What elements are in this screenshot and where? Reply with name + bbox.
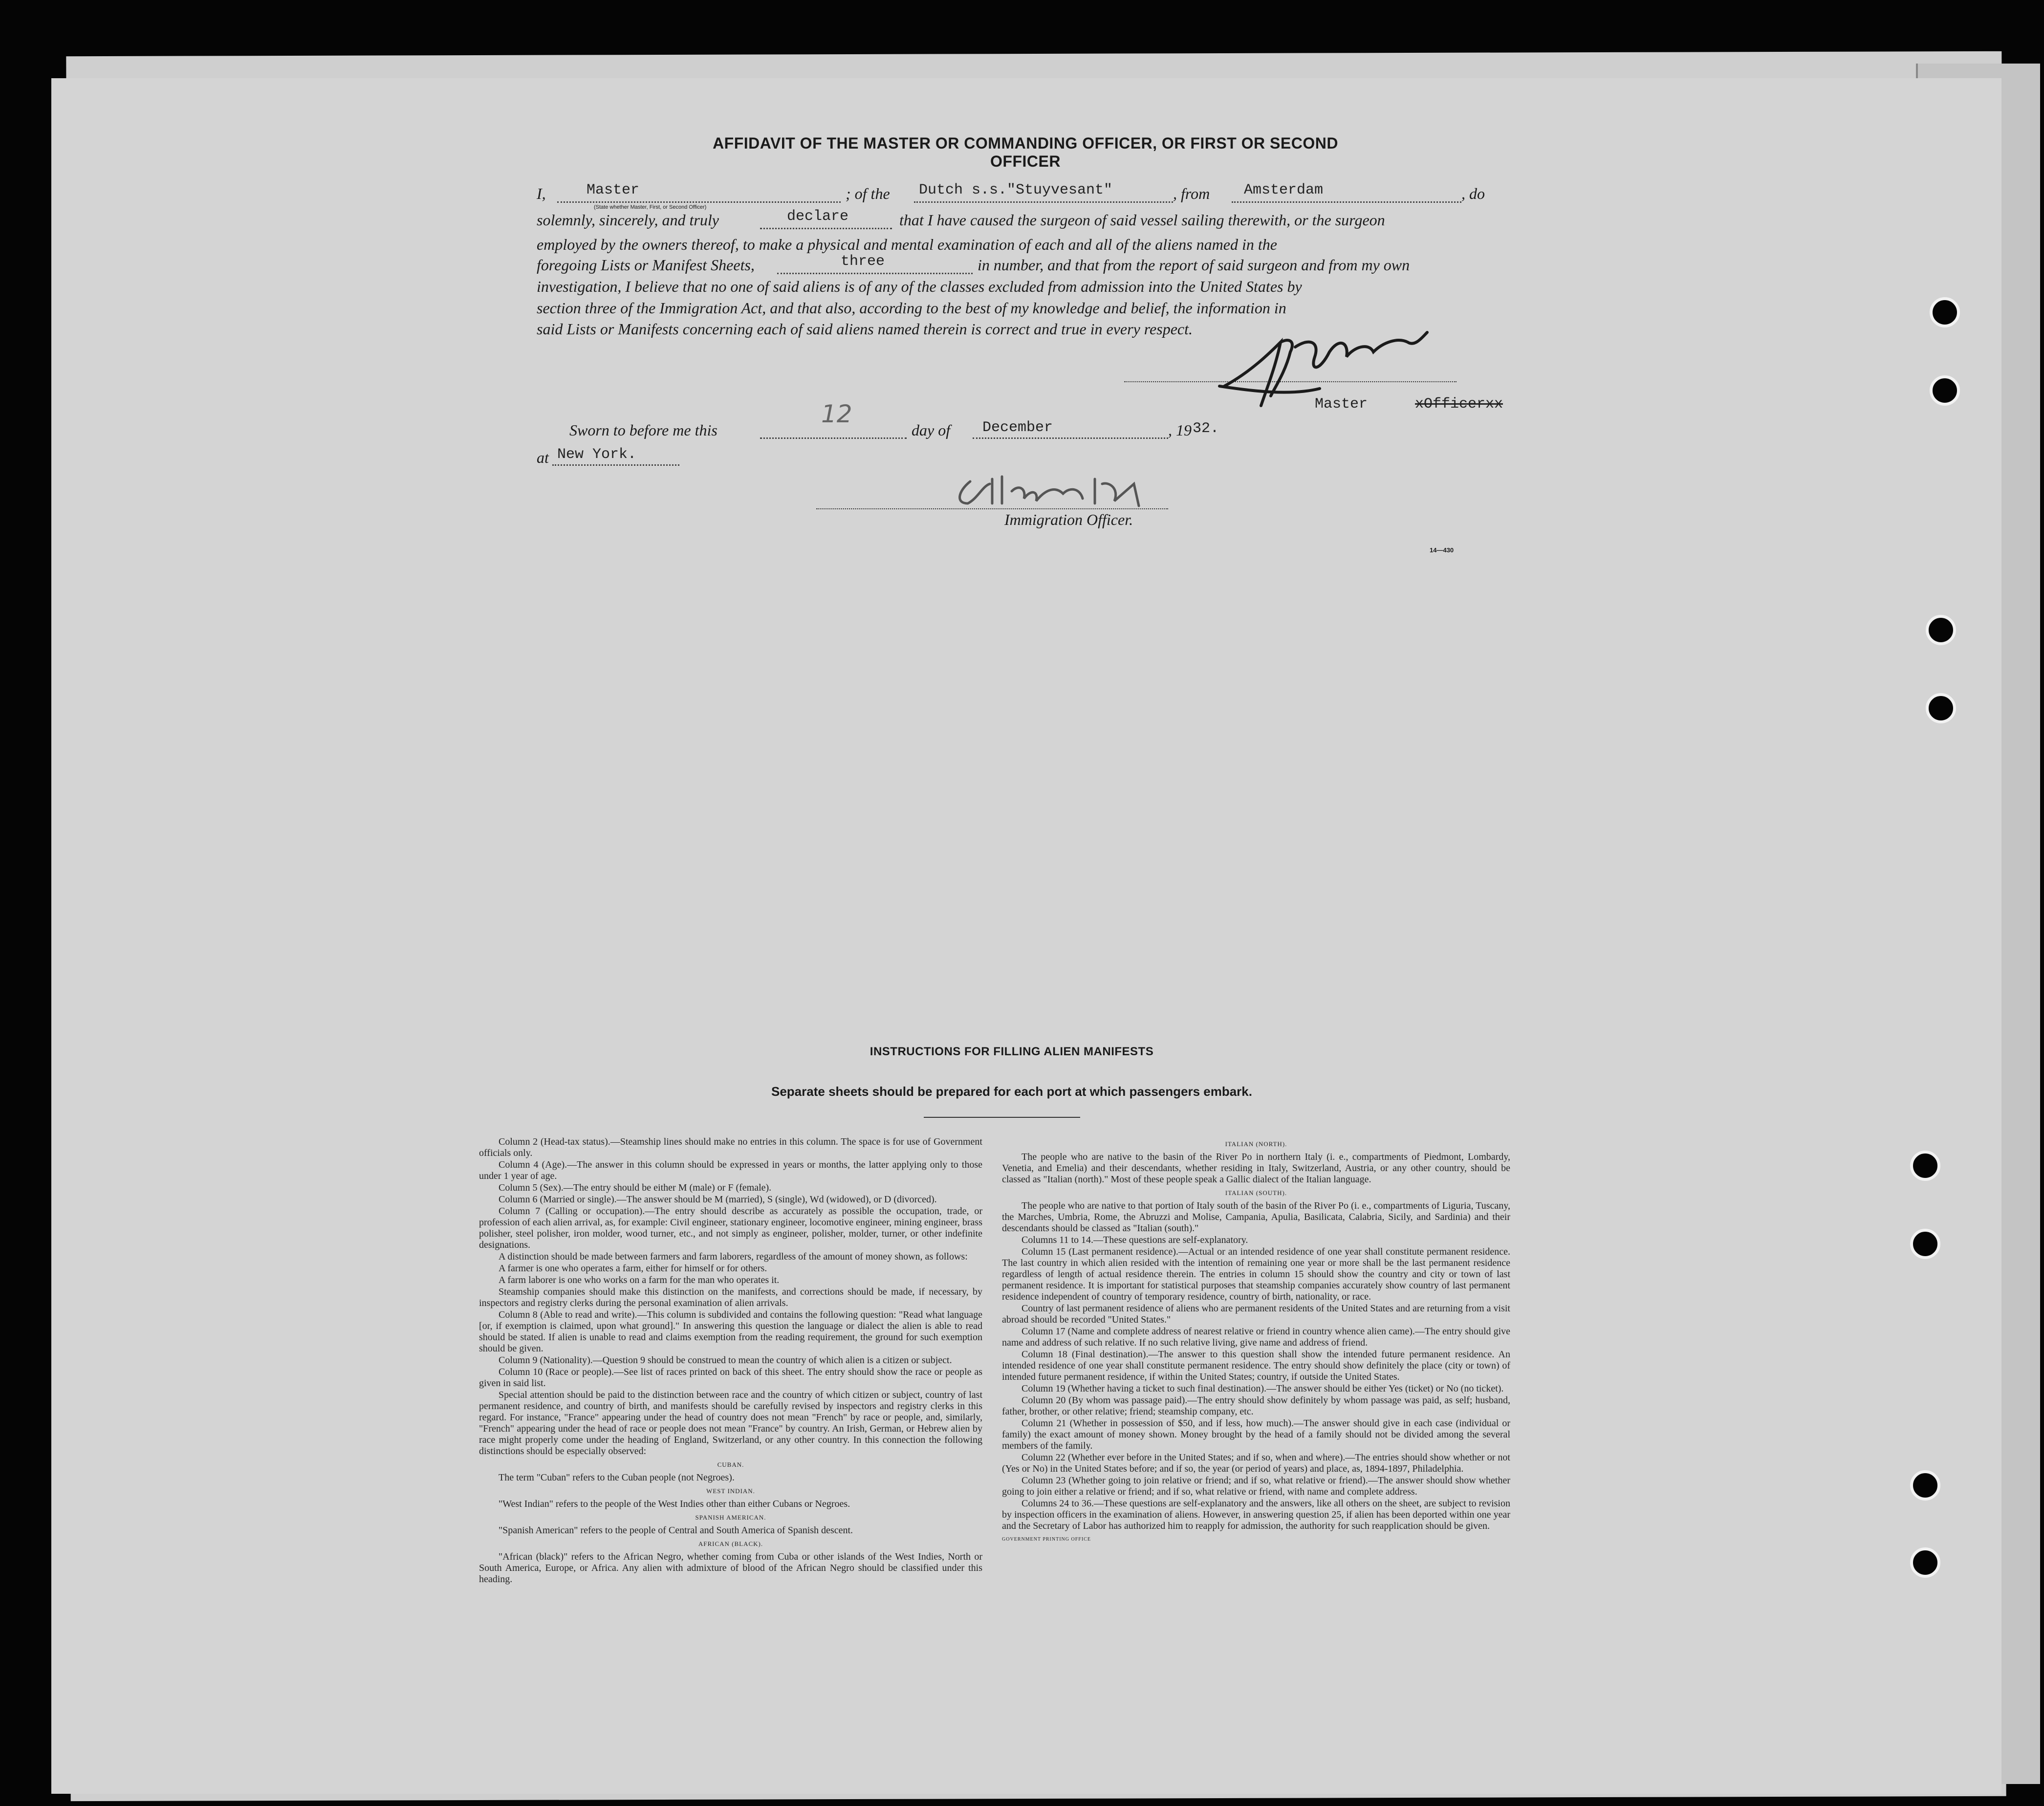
- right-paragraph: Column 17 (Name and complete address of nearest relative or friend in country whence alien came).—The entry should give name and address of such relative. If no such relative living, give name and address of friend.: [1002, 1326, 1510, 1348]
- affidavit-line-4a: foregoing Lists or Manifest Sheets,: [537, 256, 755, 274]
- form-number: 14—430: [1430, 546, 1454, 554]
- african-heading: AFRICAN (BLACK).: [698, 1540, 763, 1547]
- left-paragraph: Column 5 (Sex).—The entry should be either M (male) or F (female).: [499, 1182, 772, 1193]
- right-paragraph: Column 22 (Whether ever before in the United States; and if so, when and where).—The entries should show whether or not (Yes or No) in the United States before; and if so, the year (or period of years) and place, as, 1894-1897, Philadelphia.: [1002, 1452, 1510, 1474]
- left-paragraph: Column 6 (Married or single).—The answer should be M (married), S (single), Wd (widowed), or D (divorced).: [499, 1194, 937, 1205]
- cuban-heading: CUBAN.: [717, 1461, 744, 1468]
- year-prefix: , 19: [1168, 421, 1192, 439]
- printer-imprint: GOVERNMENT PRINTING OFFICE: [1002, 1537, 1091, 1542]
- left-paragraph: A farmer is one who operates a farm, either for himself or for others.: [499, 1263, 767, 1274]
- vessel-value: Dutch s.s."Stuyvesant": [919, 182, 1113, 198]
- instructions-title: INSTRUCTIONS FOR FILLING ALIEN MANIFESTS: [870, 1045, 1154, 1058]
- i-label: I,: [537, 185, 546, 202]
- right-paragraph: Country of last permanent residence of aliens who are permanent residents of the United States and are returning from a visit abroad should be recorded "United States.": [1002, 1303, 1510, 1325]
- italian-north-text: The people who are native to the basin of the River Po in northern Italy (i. e., compartments of Piedmont, Lombardy, Venetia, and Emelia) and their descendants, whether residing in Italy, Switzerland, Austria, or any other country, should be classed as "Italian (north)." Most of these people speak a Gallic dialect of the Italian language.: [1002, 1152, 1510, 1185]
- declare-value: declare: [787, 208, 849, 225]
- count-value: three: [841, 253, 885, 270]
- left-paragraph: A farm laborer is one who works on a farm for the man who operates it.: [499, 1275, 780, 1285]
- left-paragraph: Steamship companies should make this distinction on the manifests, and corrections should be made, if necessary, by inspectors and registry clerks during the personal examination of alien arrivals.: [479, 1286, 982, 1308]
- divider: [924, 1117, 1080, 1118]
- italian-north-heading: ITALIAN (NORTH).: [1225, 1140, 1287, 1148]
- affidavit-line-4b: in number, and that from the report of said surgeon and from my own: [978, 256, 1410, 274]
- west-indian-heading: WEST INDIAN.: [706, 1487, 755, 1495]
- rank-hint: (State whether Master, First, or Second Officer): [594, 204, 707, 210]
- instructions-left-column: [479, 1136, 982, 1586]
- left-paragraph: Column 8 (Able to read and write).—This column is subdivided and contains the following question: "Read what language [or, if exemption is claimed, upon what ground]." In answering this question the language or dialect the alien is able to read should be stated. If alien is unable to read and claims exemption from the reading requirement, the ground for such exemption should be given.: [479, 1309, 982, 1354]
- affidavit-line-2a: solemnly, sincerely, and truly: [537, 211, 719, 229]
- right-paragraph: Column 20 (By whom was passage paid).—The entry should show definitely by whom passage was paid, as self; husband, father, brother, or other relative; friend; steamship company, etc.: [1002, 1395, 1510, 1417]
- left-paragraph: Special attention should be paid to the distinction between race and the country of which citizen or subject, country of last permanent residence, and country of birth, and manifests should be carefully revised by inspectors and registry clerks in this regard. For instance, "France" appearing under the head of country does not mean "French" by race or people, and, similarly, "French" appearing under the head of race or people does not mean "France" by country. An Irish, German, or Hebrew alien by race might properly come under the heading of England, Switzerland, or any other country. In this connection the following distinctions should be especially observed:: [479, 1390, 982, 1457]
- affidavit-line-3: employed by the owners thereof, to make a physical and mental examination of each and all of the aliens named in the: [537, 236, 1277, 253]
- of-the-label: ; of the: [846, 185, 890, 202]
- left-paragraph: Column 2 (Head-tax status).—Steamship lines should make no entries in this column. The space is for use of Government officials only.: [479, 1136, 982, 1158]
- right-paragraph: Columns 24 to 36.—These questions are self-explanatory and the answers, like all others on the sheet, are subject to revision by inspection officers in the examination of aliens. However, in answering question 25, if alien has been deported within one year and the Secretary of Labor has authorized him to reapply for admission, the authority for such reapplication should be given.: [1002, 1498, 1510, 1531]
- day-of-label: day of: [912, 421, 951, 439]
- place-value: New York.: [557, 446, 637, 463]
- officer-signature-line: [816, 508, 1168, 509]
- from-label: , from: [1173, 185, 1210, 202]
- officer-caption: Immigration Officer.: [1004, 511, 1133, 528]
- right-paragraph: Column 19 (Whether having a ticket to such final destination).—The answer should be either Yes (ticket) or No (no ticket).: [1022, 1383, 1504, 1394]
- spanish-american-heading: SPANISH AMERICAN.: [695, 1514, 766, 1521]
- do-label: , do: [1461, 185, 1485, 202]
- right-paragraph: Column 23 (Whether going to join relative or friend; and if so, what relative or friend).—The answer should show whether going to join either a relative or friend; and if so, what relative or friend, with name and complete address.: [1002, 1475, 1510, 1497]
- rank-value: Master: [587, 182, 640, 198]
- port-value: Amsterdam: [1244, 182, 1324, 198]
- left-paragraph: Column 7 (Calling or occupation).—The entry should describe as accurately as possible the occupation, trade, or profession of each alien arrival, as, for example: Civil engineer, stationary engineer, locomotive engineer, mining engineer, brass polisher, steel polisher, iron molder, wood turner, etc., and not simply as engineer, polisher, molder, turner, or other indefinite designations.: [479, 1206, 982, 1250]
- instructions-subtitle: Separate sheets should be prepared for each port at which passengers embark.: [771, 1084, 1252, 1099]
- year-value: 32.: [1193, 420, 1219, 437]
- cuban-text: The term "Cuban" refers to the Cuban people (not Negroes).: [499, 1472, 735, 1483]
- sworn-label: Sworn to before me this: [569, 421, 718, 439]
- signer-title: Master: [1315, 396, 1368, 413]
- spanish-american-text: "Spanish American" refers to the people of Central and South America of Spanish descent.: [499, 1525, 853, 1536]
- day-value: 12: [821, 400, 852, 428]
- affidavit-title: AFFIDAVIT OF THE MASTER OR COMMANDING OFFICER, OR FIRST OR SECOND OFFICER: [713, 134, 1338, 170]
- left-paragraph: A distinction should be made between farmers and farm laborers, regardless of the amount of money shown, as follows:: [499, 1251, 968, 1262]
- right-paragraph: Columns 11 to 14.—These questions are self-explanatory.: [1022, 1235, 1248, 1245]
- affidavit-line-7: said Lists or Manifests concerning each of said aliens named therein is correct and true in every respect.: [537, 320, 1193, 338]
- italian-south-heading: ITALIAN (SOUTH).: [1225, 1189, 1287, 1197]
- at-label: at: [537, 449, 549, 466]
- signer-title-struck: xOfficerxx: [1415, 396, 1503, 413]
- affidavit-line-2b: that I have caused the surgeon of said vessel sailing therewith, or the surgeon: [899, 211, 1385, 229]
- left-paragraph: Column 9 (Nationality).—Question 9 should be construed to mean the country of which alien is a citizen or subject.: [499, 1355, 952, 1366]
- left-paragraph: Column 10 (Race or people).—See list of races printed on back of this sheet. The entry should show the race or people as given in said list.: [479, 1367, 982, 1389]
- right-paragraph: Column 15 (Last permanent residence).—Actual or an intended residence of one year shall constitute permanent residence. The last country in which alien resided with the intention of remaining one year or more shall be the last permanent residence regardless of length of actual residence therein. The entries in column 15 should show the country and city or town of last permanent residence. It is important for statistical purposes that steamship companies accurately show country of last permanent residence independent of country of temporary residence, country of birth, nationality, or race.: [1002, 1246, 1510, 1302]
- affidavit-line-6: section three of the Immigration Act, and that also, according to the best of my knowledge and belief, the information in: [537, 299, 1286, 317]
- african-text: "African (black)" refers to the African Negro, whether coming from Cuba or other islands of the West Indies, North or South America, Europe, or Africa. Any alien with admixture of blood of the African Negro should be classified under this heading.: [479, 1551, 982, 1585]
- month-value: December: [982, 419, 1053, 436]
- left-paragraph: Column 4 (Age).—The answer in this column should be expressed in years or months, the latter applying only to those under 1 year of age.: [479, 1159, 982, 1181]
- west-indian-text: "West Indian" refers to the people of the West Indies other than either Cubans or Negroes.: [499, 1499, 850, 1509]
- right-paragraph: Column 21 (Whether in possession of $50, and if less, how much).—The answer should give in each case (individual or family) the exact amount of money shown. Money brought by the head of a family should not be divided among the several members of the family.: [1002, 1418, 1510, 1451]
- affidavit-line-5: investigation, I believe that no one of said aliens is of any of the classes excluded from admission into the United States by: [537, 278, 1302, 295]
- instructions-right-column: [1002, 1136, 1510, 1547]
- right-paragraph: Column 18 (Final destination).—The answer to this question shall show the intended future permanent residence. An intended residence of one year shall constitute permanent residence. The entry should show definitely the place (city or town) of intended future permanent residence, if within the United States; country, if outside the United States.: [1002, 1349, 1510, 1382]
- right-paragraph: The people who are native to that portion of Italy south of the basin of the River Po (i. e., compartments of Liguria, Tuscany, the Marches, Umbria, Rome, the Abruzzi and Molise, Campania, Apulia, Basilicata, Calabria, Sicily, and Sardinia) and their descendants should be classed as "Italian (south).": [1002, 1200, 1510, 1234]
